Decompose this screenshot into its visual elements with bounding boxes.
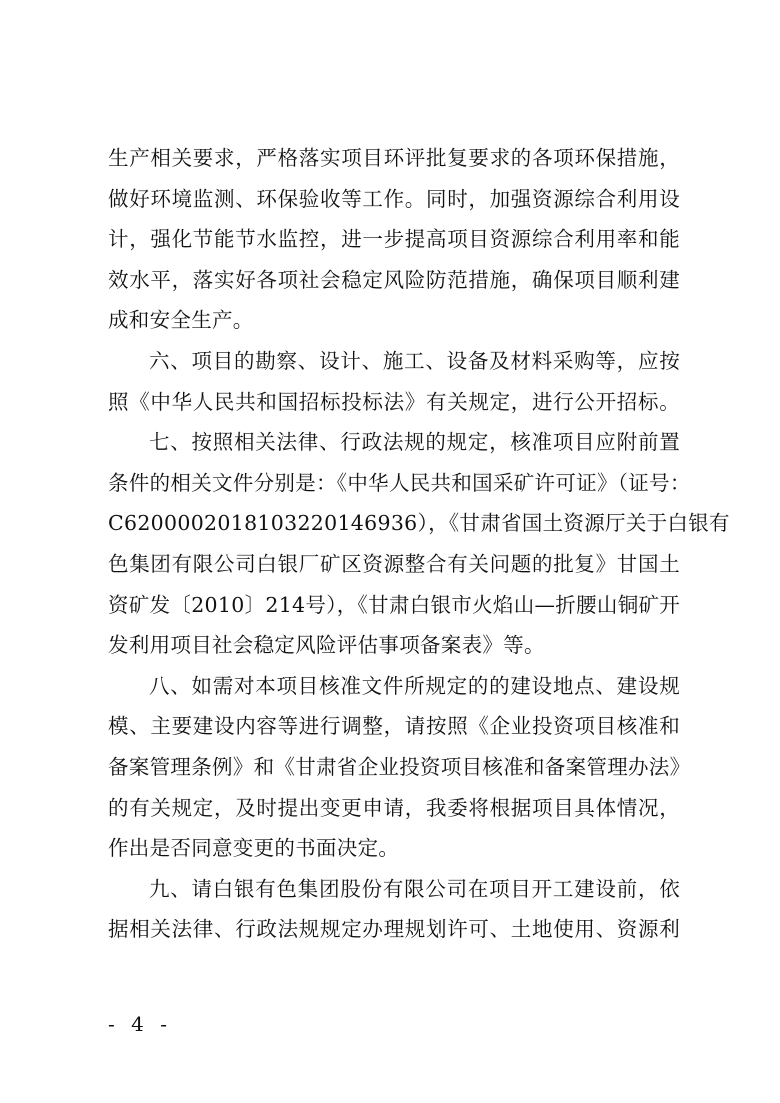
paragraph-6-start: 六、项目的勘察、设计、施工、设备及材料采购等，应按 xyxy=(149,348,680,373)
text-line: 成和安全生产。 xyxy=(108,308,254,333)
paragraph-7-start: 七、按照相关法律、行政法规的规定，核准项目应附前置 xyxy=(149,430,680,455)
text-line: 计，强化节能节水监控，进一步提高项目资源综合利用率和能 xyxy=(108,227,680,252)
text-line: 作出是否同意变更的书面决定。 xyxy=(108,836,400,861)
text-line: 备案管理条例》和《甘肃省企业投资项目核准和备案管理办法》 xyxy=(108,754,691,779)
text-line: 模、主要建设内容等进行调整，请按照《企业投资项目核准和 xyxy=(108,714,680,739)
text-line: C6200002018103220146936），《甘肃省国土资源厅关于白银有 xyxy=(108,511,730,536)
paragraph-8-start: 八、如需对本项目核准文件所规定的的建设地点、建设规 xyxy=(149,673,680,698)
page-number: - 4 - xyxy=(108,1012,172,1036)
text-line: 生产相关要求，严格落实项目环评批复要求的各项环保措施， xyxy=(108,146,680,170)
text-line: 资矿发〔2010〕214号），《甘肃白银市火焰山—折腰山铜矿开 xyxy=(108,592,681,617)
text-line: 的有关规定，及时提出变更申请，我委将根据项目具体情况， xyxy=(108,795,680,820)
text-line: 照《中华人民共和国招标投标法》有关规定，进行公开招标。 xyxy=(108,389,680,414)
paragraph-9-start: 九、请白银有色集团股份有限公司在项目开工建设前，依 xyxy=(149,876,680,901)
text-line: 色集团有限公司白银厂矿区资源整合有关问题的批复》甘国土 xyxy=(108,551,680,576)
text-line: 据相关法律、行政法规规定办理规划许可、土地使用、资源利 xyxy=(108,917,680,942)
body-text xyxy=(108,138,730,950)
text-line: 发利用项目社会稳定风险评估事项备案表》等。 xyxy=(108,633,545,658)
text-line: 做好环境监测、环保验收等工作。同时，加强资源综合利用设 xyxy=(108,186,680,211)
text-line: 条件的相关文件分别是：《中华人民共和国采矿许可证》（证号： xyxy=(108,470,691,495)
text-line: 效水平，落实好各项社会稳定风险防范措施，确保项目顺利建 xyxy=(108,267,680,292)
